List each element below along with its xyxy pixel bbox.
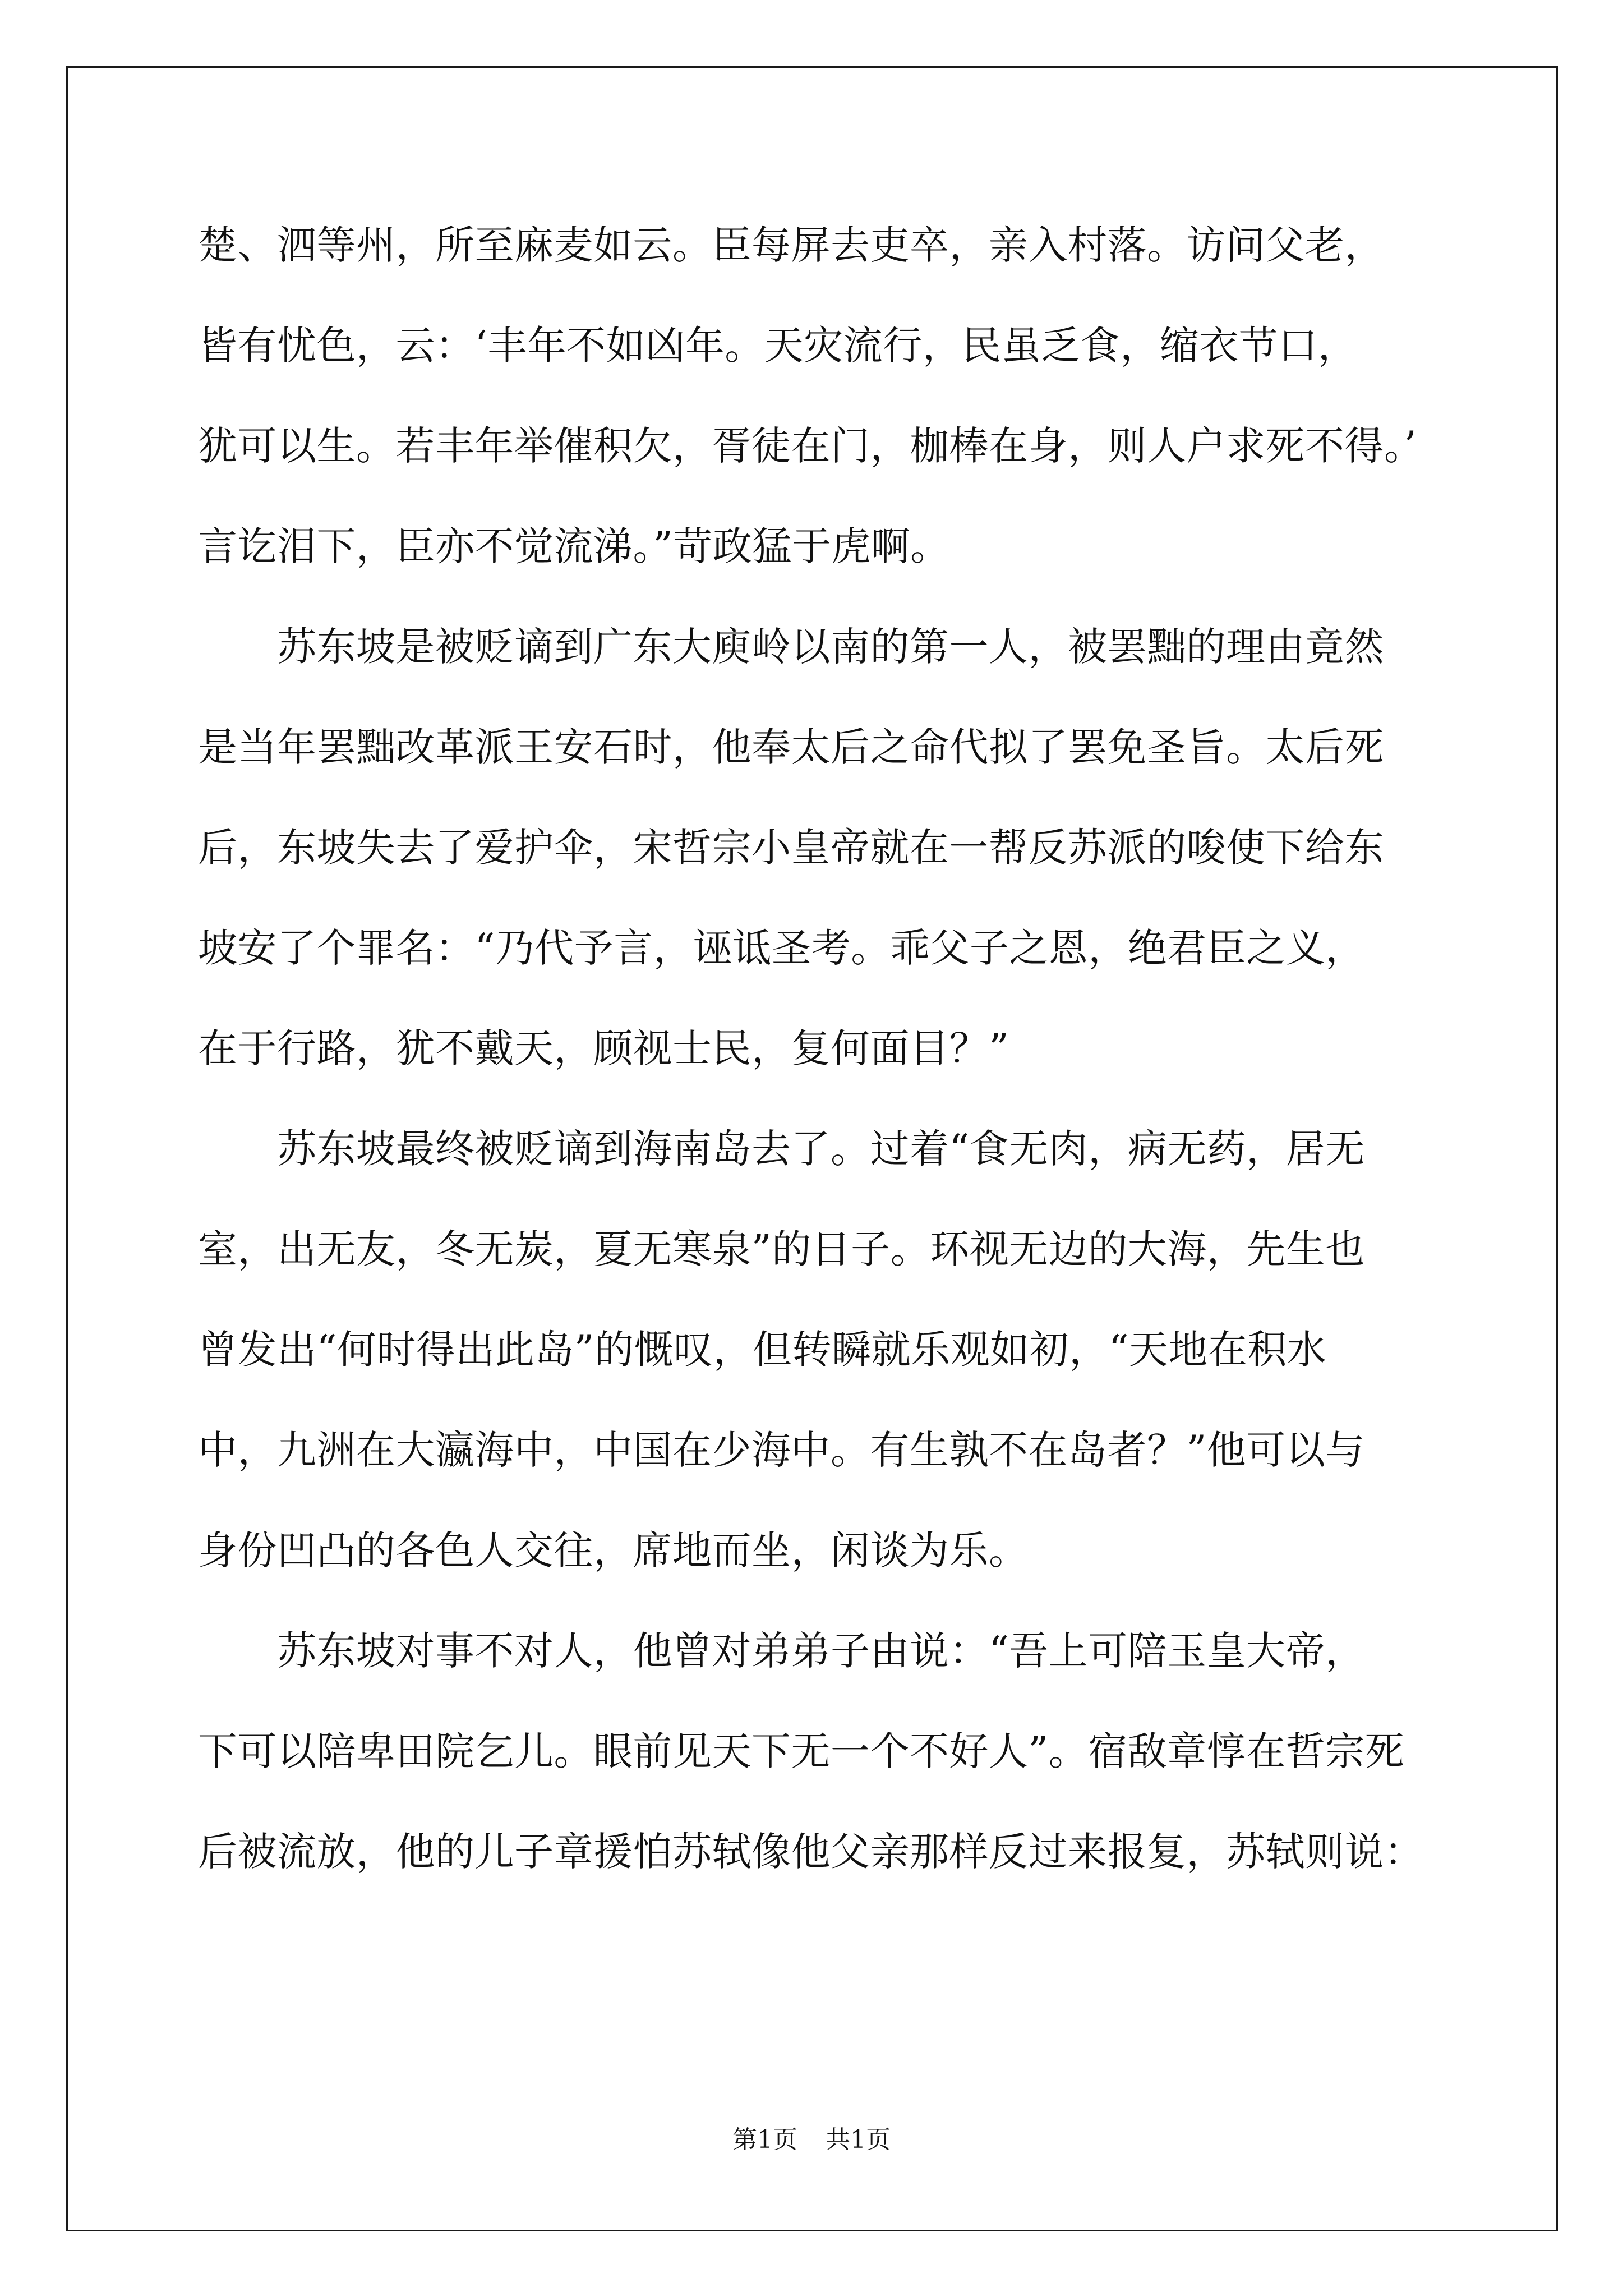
text-line: 苏东坡是被贬谪到广东大庾岭以南的第一人，被罢黜的理由竟然	[198, 624, 1384, 670]
text-line: 苏东坡最终被贬谪到海南岛去了。过着“食无肉，病无药，居无	[198, 1126, 1365, 1172]
text-line: 后，东坡失去了爱护伞，宋哲宗小皇帝就在一帮反苏派的唆使下给东	[198, 825, 1384, 871]
text-line: 坡安了个罪名：“乃代予言，诬诋圣考。乖父子之恩，绝君臣之义，	[198, 925, 1365, 971]
text-line: 是当年罢黜改革派王安石时，他奉太后之命代拟了罢免圣旨。太后死	[198, 724, 1384, 770]
text-line: 在于行路，犹不戴天，顾视士民，复何面目？”	[198, 1025, 1009, 1071]
text-line: 曾发出“何时得出此岛”的慨叹，但转瞬就乐观如初，“天地在积水	[198, 1327, 1327, 1373]
page-footer	[0, 2125, 1623, 2154]
text-line: 身份凹凸的各色人交往，席地而坐，闲谈为乐。	[198, 1527, 1029, 1573]
text-line: 皆有忧色，云：‘丰年不如凶年。天灾流行，民虽乏食，缩衣节口，	[198, 323, 1358, 369]
text-line: 下可以陪卑田院乞儿。眼前见天下无一个不好人”。宿敌章惇在哲宗死	[198, 1728, 1405, 1774]
text-line: 后被流放，他的儿子章援怕苏轼像他父亲那样反过来报复，苏轼则说：	[198, 1829, 1424, 1875]
text-line: 中，九洲在大瀛海中，中国在少海中。有生孰不在岛者？”他可以与	[198, 1427, 1365, 1473]
text-line: 苏东坡对事不对人，他曾对弟弟子由说：“吾上可陪玉皇大帝，	[198, 1628, 1365, 1674]
text-line: 楚、泗等州，所至麻麦如云。臣每屏去吏卒，亲入村落。访问父老，	[198, 222, 1384, 268]
page-number: 第1页	[732, 2125, 797, 2154]
page-total: 共1页	[826, 2125, 891, 2154]
text-line: 言讫泪下，臣亦不觉流涕。”苛政猛于虎啊。	[198, 523, 950, 569]
text-line: 犹可以生。若丰年举催积欠，胥徒在门，枷棒在身，则人户求死不得。’	[198, 423, 1417, 469]
text-line: 室，出无友，冬无炭，夏无寒泉”的日子。环视无边的大海，先生也	[198, 1226, 1365, 1272]
